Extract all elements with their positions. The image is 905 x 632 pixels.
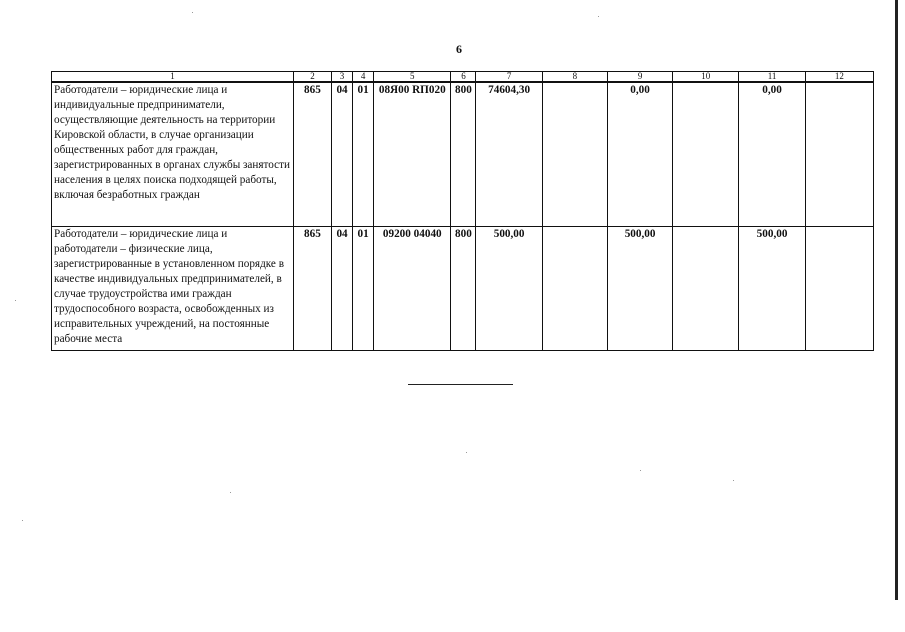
header-cell: 4 [353,72,374,83]
cell-c12 [805,82,873,227]
cell-c2: 865 [293,227,331,351]
header-cell: 8 [542,72,607,83]
scan-speck [15,300,16,301]
header-cell: 7 [476,72,542,83]
cell-c11: 0,00 [739,82,805,227]
scan-speck [22,520,23,521]
cell-c4: 01 [353,82,374,227]
budget-table [51,71,874,351]
header-cell: 9 [607,72,672,83]
cell-c2: 865 [293,82,331,227]
cell-c3: 04 [332,227,353,351]
cell-c8 [542,227,607,351]
header-cell: 3 [332,72,353,83]
footer-divider [408,384,513,385]
cell-c11: 500,00 [739,227,805,351]
table-header-row [52,72,874,83]
row-description: Работодатели – юридические лица и работодатели – физические лица, зарегистрированные в установленном порядке в качестве индивидуальных предпринимателей, в случае трудоустройства ими граждан трудоспособного возраста, освобожденных из исправительных учреждений, на постоянные рабочие места [52,227,294,351]
cell-c8 [542,82,607,227]
cell-c10 [673,227,739,351]
cell-c9: 0,00 [607,82,672,227]
scan-speck [230,492,231,493]
scan-edge-line [895,0,898,600]
cell-c3: 04 [332,82,353,227]
header-cell: 1 [52,72,294,83]
cell-c5: 08Я00 RП020 [374,82,451,227]
cell-c12 [805,227,873,351]
table-row [52,82,874,227]
scan-speck [466,452,467,453]
cell-c5: 09200 04040 [374,227,451,351]
scan-speck [192,12,193,13]
cell-c6: 800 [451,227,476,351]
header-cell: 6 [451,72,476,83]
scan-speck [733,480,734,481]
cell-c7: 500,00 [476,227,542,351]
scan-speck [640,470,641,471]
cell-c9: 500,00 [607,227,672,351]
table-row [52,227,874,351]
cell-c6: 800 [451,82,476,227]
header-cell: 12 [805,72,873,83]
header-cell: 5 [374,72,451,83]
scan-speck [598,16,599,17]
cell-c4: 01 [353,227,374,351]
header-cell: 2 [293,72,331,83]
header-cell: 11 [739,72,805,83]
header-cell: 10 [673,72,739,83]
row-description: Работодатели – юридические лица и индивидуальные предприниматели, осуществляющие деятельность на территории Кировской области, в случае организации общественных работ для граждан, зарегистрированных в органах службы занятости населения в целях поиска подходящей работы, включая безработных граждан [52,82,294,227]
cell-c7: 74604,30 [476,82,542,227]
cell-c10 [673,82,739,227]
page-number: 6 [456,42,462,56]
